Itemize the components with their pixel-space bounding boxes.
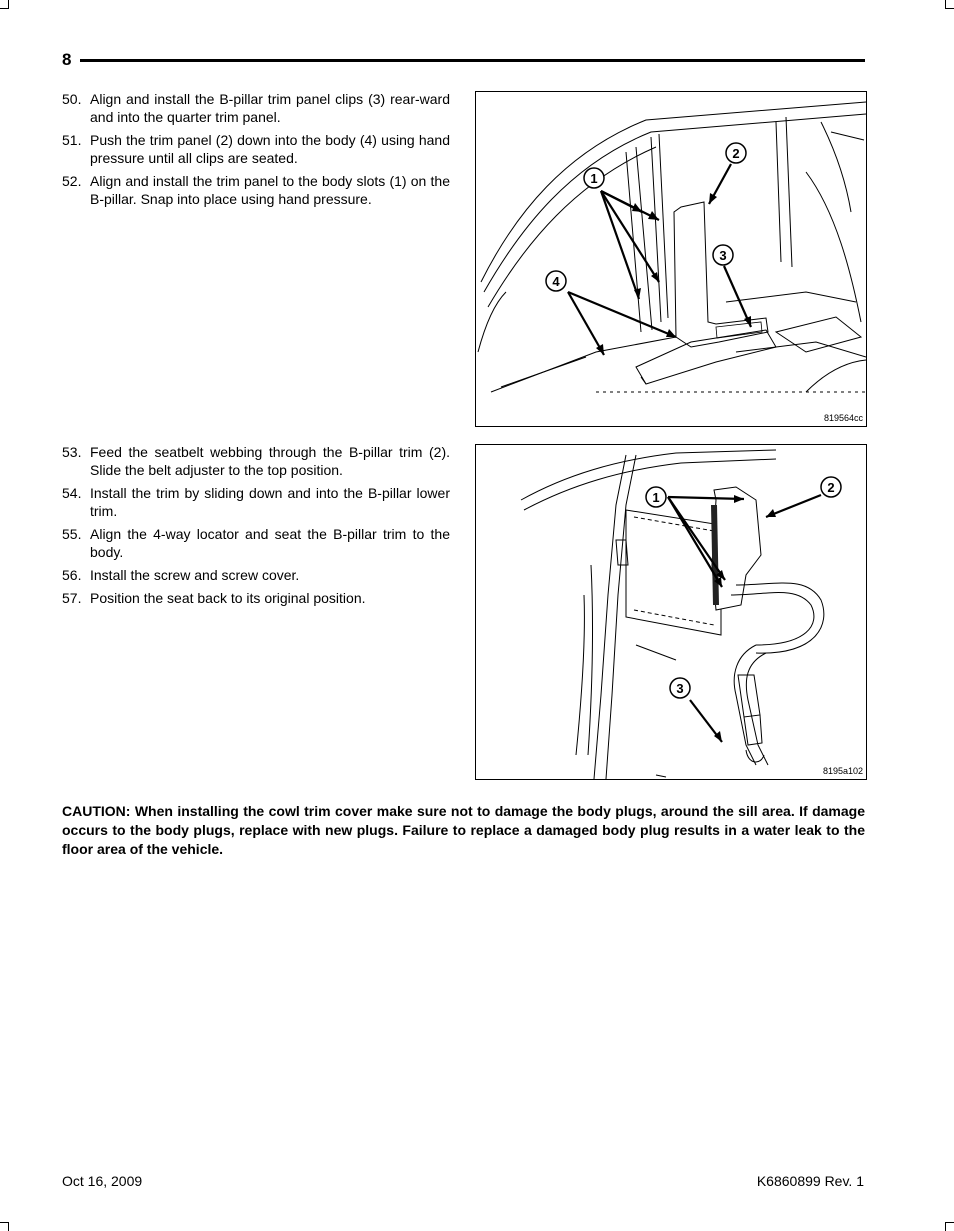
step-item bbox=[62, 525, 450, 561]
step-list-2 bbox=[62, 443, 450, 612]
step-item bbox=[62, 484, 450, 520]
step-number: 57. bbox=[62, 590, 82, 606]
step-text: Align and install the B-pillar trim panel clips (3) rear-ward and into the quarter trim panel. bbox=[90, 91, 450, 125]
header-rule bbox=[80, 59, 865, 62]
step-item bbox=[62, 172, 450, 208]
step-text: Align and install the trim panel to the body slots (1) on the B-pillar. Snap into place using hand pressure. bbox=[90, 173, 450, 207]
step-text: Push the trim panel (2) down into the body (4) using hand pressure until all clips are seated. bbox=[90, 132, 450, 166]
figure-b-pillar-trim-install bbox=[475, 91, 867, 427]
footer-document-number: K6860899 Rev. 1 bbox=[756, 1173, 864, 1189]
step-number: 54. bbox=[62, 485, 82, 501]
figure-b-pillar-seatbelt bbox=[475, 444, 867, 780]
seatbelt-trim-illustration bbox=[476, 445, 866, 779]
step-text: Feed the seatbelt webbing through the B-pillar trim (2). Slide the belt adjuster to the top position. bbox=[90, 444, 450, 478]
caution-notice: CAUTION: When installing the cowl trim cover make sure not to damage the body plugs, around the sill area. If damage occurs to the body plugs, replace with new plugs. Failure to replace a damaged body plug results in a water leak to the floor area of the vehicle. bbox=[62, 803, 865, 857]
callout-label: 3 bbox=[676, 681, 684, 696]
step-text: Install the trim by sliding down and into the B-pillar lower trim. bbox=[90, 485, 450, 519]
crop-mark-bottom-right bbox=[945, 1222, 954, 1231]
figure-id: 819564cc bbox=[823, 413, 863, 423]
callout-label: 1 bbox=[652, 490, 660, 505]
step-text: Install the screw and screw cover. bbox=[90, 567, 300, 583]
step-list-1 bbox=[62, 90, 450, 213]
step-item bbox=[62, 443, 450, 479]
b-pillar-trim-illustration bbox=[476, 92, 866, 426]
step-number: 51. bbox=[62, 132, 82, 148]
crop-mark-bottom-left bbox=[0, 1222, 9, 1231]
step-item bbox=[62, 131, 450, 167]
step-item bbox=[62, 90, 450, 126]
step-item bbox=[62, 589, 450, 607]
callout-label: 4 bbox=[552, 274, 560, 289]
footer-date: Oct 16, 2009 bbox=[62, 1173, 143, 1189]
step-item bbox=[62, 566, 450, 584]
callout-label: 3 bbox=[719, 248, 727, 263]
step-text: Position the seat back to its original position. bbox=[90, 590, 366, 606]
step-number: 55. bbox=[62, 526, 82, 542]
step-text: Align the 4-way locator and seat the B-pillar trim to the body. bbox=[90, 526, 450, 560]
crop-mark-top-right bbox=[945, 0, 954, 9]
step-number: 50. bbox=[62, 91, 82, 107]
figure-id: 8195a102 bbox=[822, 766, 863, 776]
step-number: 52. bbox=[62, 173, 82, 189]
crop-mark-top-left bbox=[0, 0, 9, 9]
page-number: 8 bbox=[62, 50, 72, 69]
callout-label: 1 bbox=[590, 171, 598, 186]
step-number: 56. bbox=[62, 567, 82, 583]
callout-label: 2 bbox=[827, 480, 835, 495]
callout-label: 2 bbox=[732, 146, 740, 161]
step-number: 53. bbox=[62, 444, 82, 460]
